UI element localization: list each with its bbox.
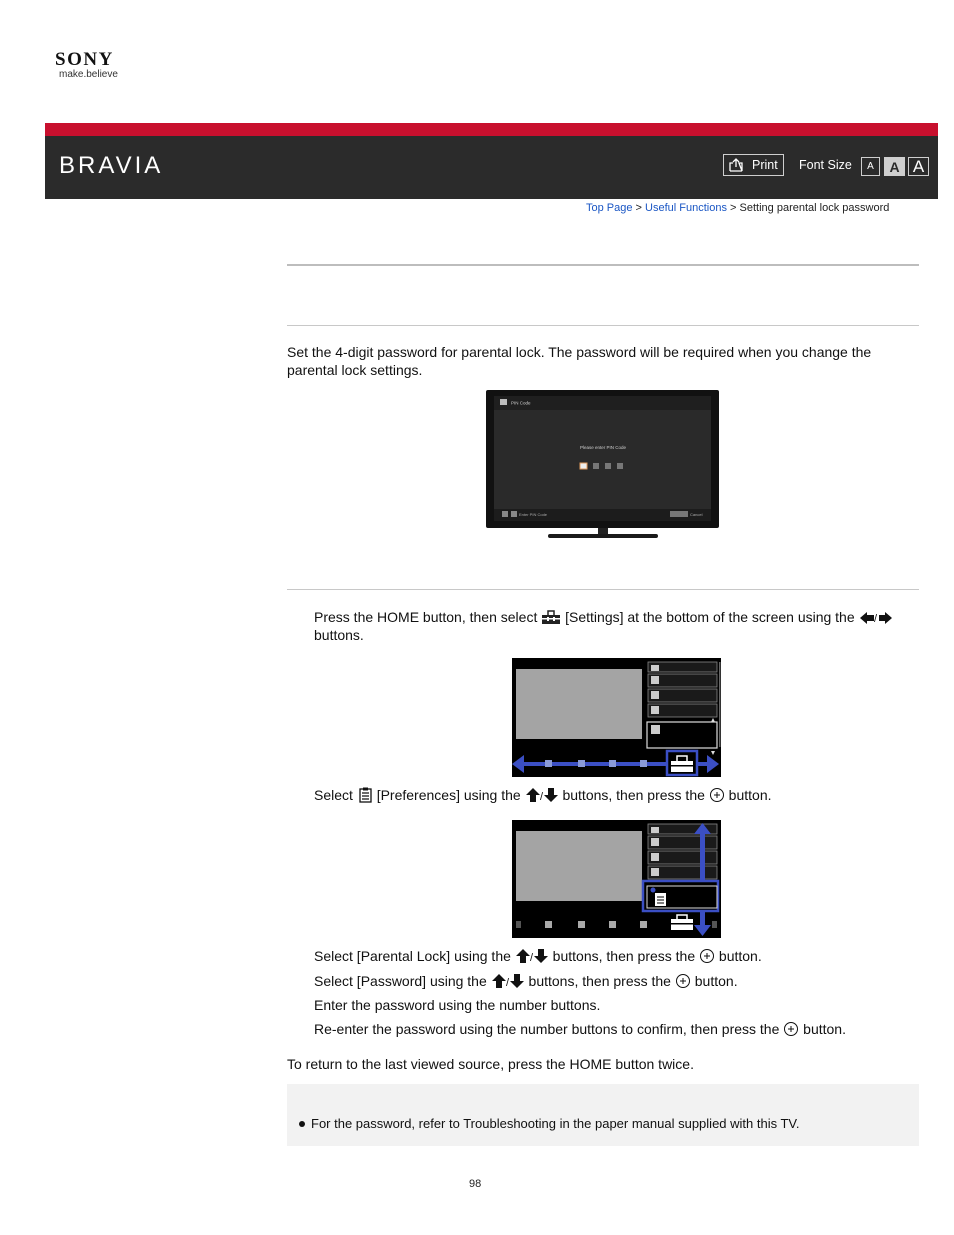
- step-2: Select [Preferences] using the / buttons, then press the button.: [314, 787, 772, 803]
- tv-screen-prompt: Please enter PIN Code: [580, 445, 627, 450]
- settings-menu-illustration: [512, 658, 721, 777]
- preferences-menu-illustration: [512, 820, 721, 938]
- bravia-logo: BRAVIA: [59, 152, 164, 179]
- note-bullet: [299, 1121, 305, 1127]
- svg-text:/: /: [505, 977, 509, 989]
- print-icon: [728, 157, 744, 173]
- svg-text:/: /: [873, 613, 877, 625]
- svg-text:/: /: [529, 952, 533, 964]
- settings-toolbox-icon: [541, 610, 561, 625]
- up-down-arrow-icon: [515, 948, 549, 964]
- font-size-medium-button[interactable]: A: [884, 157, 905, 176]
- left-right-arrow-icon: [859, 610, 893, 625]
- sony-tagline: make.believe: [59, 69, 118, 80]
- sony-logo: SONY: [55, 49, 114, 70]
- enter-button-icon: [675, 973, 691, 989]
- tv-pin-code-illustration: [486, 390, 719, 540]
- preferences-icon: [357, 787, 373, 803]
- note-box: [287, 1084, 919, 1146]
- step-5: Enter the password using the number buttons.: [314, 997, 601, 1013]
- title-rule-bottom: [287, 325, 919, 326]
- font-size-large-button[interactable]: A: [908, 157, 929, 176]
- page-number: 98: [469, 1178, 482, 1190]
- step-1: Press the HOME button, then select [Settings] at the bottom of the screen using the /: [314, 608, 893, 626]
- tv-screen-footer-right: Cancel: [690, 512, 703, 517]
- enter-button-icon: [783, 1021, 799, 1037]
- font-size-label: Font Size: [799, 158, 852, 172]
- header-accent-bar: [45, 123, 938, 136]
- tv-screen-title: PIN Code: [511, 400, 531, 406]
- return-text: To return to the last viewed source, press the HOME button twice.: [287, 1056, 694, 1072]
- breadcrumb-top-page[interactable]: Top Page: [586, 202, 633, 214]
- title-rule-top: [287, 264, 919, 266]
- steps-rule: [287, 589, 919, 590]
- step-6: Re-enter the password using the number buttons to confirm, then press the button.: [314, 1021, 846, 1037]
- breadcrumb-separator: >: [635, 202, 642, 214]
- breadcrumb-useful-functions[interactable]: Useful Functions: [645, 202, 727, 214]
- tv-screen-footer-left: Enter PIN Code: [519, 512, 548, 517]
- step-3: Select [Parental Lock] using the / buttons, then press the button.: [314, 948, 762, 964]
- print-button[interactable]: [723, 154, 784, 176]
- note-text: For the password, refer to Troubleshooting in the paper manual supplied with this TV.: [311, 1116, 800, 1131]
- step-1-cont: buttons.: [314, 627, 364, 643]
- svg-text:/: /: [539, 791, 543, 803]
- enter-button-icon: [709, 787, 725, 803]
- step-4: Select [Password] using the / buttons, then press the button.: [314, 973, 738, 989]
- enter-button-icon: [699, 948, 715, 964]
- breadcrumb: [586, 202, 889, 214]
- intro-text: Set the 4-digit password for parental lock. The password will be required when you change the parental lock settings.: [287, 344, 872, 378]
- up-down-arrow-icon: [491, 973, 525, 989]
- up-down-arrow-icon: [525, 787, 559, 803]
- print-label: Print: [752, 158, 778, 172]
- breadcrumb-separator: >: [730, 202, 737, 214]
- breadcrumb-current: Setting parental lock password: [739, 202, 890, 214]
- font-size-small-button[interactable]: A: [861, 157, 880, 176]
